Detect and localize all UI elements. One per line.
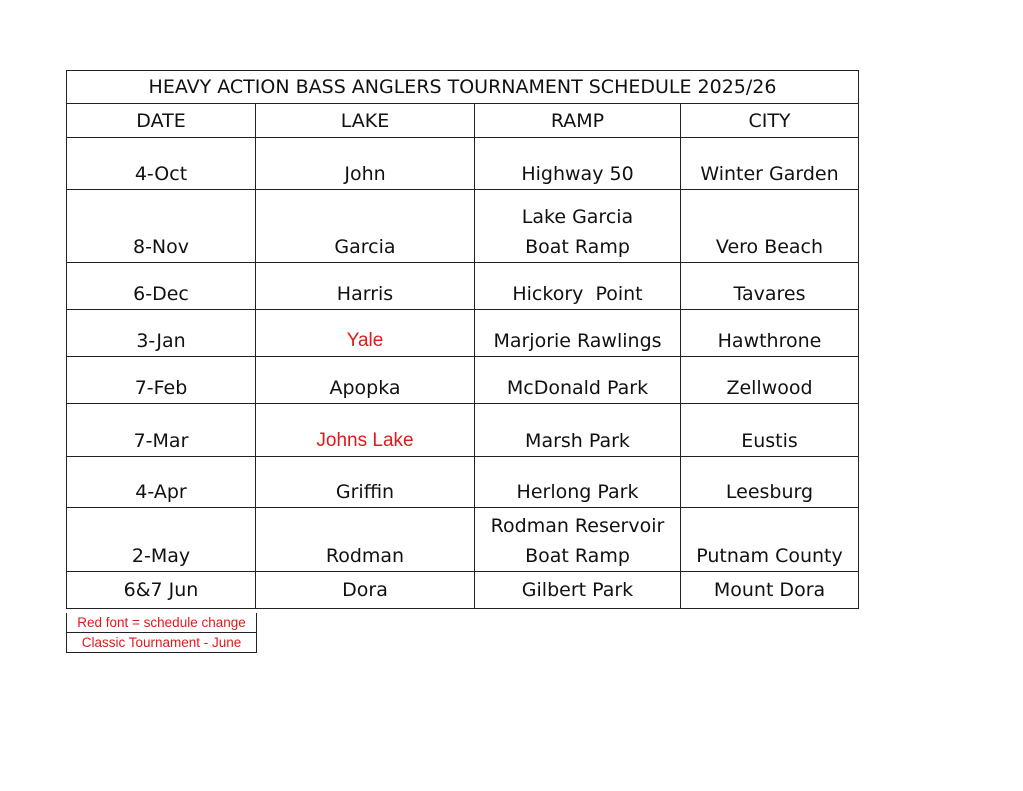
date-cell: 2-May bbox=[67, 508, 256, 572]
ramp-cell: Marsh Park bbox=[475, 404, 681, 457]
ramp-cell: Herlong Park bbox=[475, 457, 681, 508]
date-cell: 8-Nov bbox=[67, 190, 256, 263]
ramp-line-2: Boat Ramp bbox=[525, 545, 630, 567]
lake-cell: Apopka bbox=[256, 357, 475, 404]
ramp-cell bbox=[475, 190, 681, 263]
ramp-line-1: Rodman Reservoir bbox=[490, 515, 665, 537]
table-row bbox=[67, 190, 859, 263]
schedule-title: HEAVY ACTION BASS ANGLERS TOURNAMENT SCHEDULE 2025/26 bbox=[67, 71, 859, 104]
date-cell: 6-Dec bbox=[67, 263, 256, 310]
header-date: DATE bbox=[67, 104, 256, 138]
header-ramp: RAMP bbox=[475, 104, 681, 138]
table-row bbox=[67, 310, 859, 357]
ramp-cell: Hickory Point bbox=[475, 263, 681, 310]
ramp-line-1: Lake Garcia bbox=[521, 206, 634, 228]
classic-city-cell: Mount Dora bbox=[681, 572, 859, 609]
table-row bbox=[67, 357, 859, 404]
city-cell: Tavares bbox=[681, 263, 859, 310]
ramp-line-2: Boat Ramp bbox=[525, 236, 630, 258]
ramp-cell: Marjorie Rawlings bbox=[475, 310, 681, 357]
date-cell: 4-Oct bbox=[67, 138, 256, 190]
header-row bbox=[67, 104, 859, 138]
title-row bbox=[67, 71, 859, 104]
table-row bbox=[67, 263, 859, 310]
lake-cell: John bbox=[256, 138, 475, 190]
table-row bbox=[67, 457, 859, 508]
lake-cell-changed: Yale bbox=[256, 310, 475, 357]
city-cell: Winter Garden bbox=[681, 138, 859, 190]
lake-cell: Rodman bbox=[256, 508, 475, 572]
date-cell: 7-Feb bbox=[67, 357, 256, 404]
ramp-cell: Highway 50 bbox=[475, 138, 681, 190]
city-cell: Eustis bbox=[681, 404, 859, 457]
city-cell: Zellwood bbox=[681, 357, 859, 404]
header-lake: LAKE bbox=[256, 104, 475, 138]
ramp-cell: McDonald Park bbox=[475, 357, 681, 404]
table-row bbox=[67, 138, 859, 190]
ramp-cell bbox=[475, 508, 681, 572]
classic-date-cell: 6&7 Jun bbox=[67, 572, 256, 609]
schedule-sheet bbox=[66, 70, 858, 609]
schedule-table bbox=[66, 70, 859, 609]
legend-schedule-change: Red font = schedule change bbox=[67, 613, 256, 633]
lake-cell-changed: Johns Lake bbox=[256, 404, 475, 457]
classic-ramp-cell: Gilbert Park bbox=[475, 572, 681, 609]
table-row bbox=[67, 508, 859, 572]
legend-box bbox=[66, 613, 257, 653]
legend-classic-tournament: Classic Tournament - June bbox=[81, 635, 242, 650]
city-cell: Leesburg bbox=[681, 457, 859, 508]
city-cell: Putnam County bbox=[681, 508, 859, 572]
lake-cell: Harris bbox=[256, 263, 475, 310]
date-cell: 7-Mar bbox=[67, 404, 256, 457]
lake-cell: Griffin bbox=[256, 457, 475, 508]
header-city: CITY bbox=[681, 104, 859, 138]
city-cell: Hawthrone bbox=[681, 310, 859, 357]
classic-lake-cell: Dora bbox=[256, 572, 475, 609]
date-cell: 4-Apr bbox=[67, 457, 256, 508]
classic-row bbox=[67, 572, 859, 609]
date-cell: 3-Jan bbox=[67, 310, 256, 357]
city-cell: Vero Beach bbox=[681, 190, 859, 263]
table-row bbox=[67, 404, 859, 457]
lake-cell: Garcia bbox=[256, 190, 475, 263]
